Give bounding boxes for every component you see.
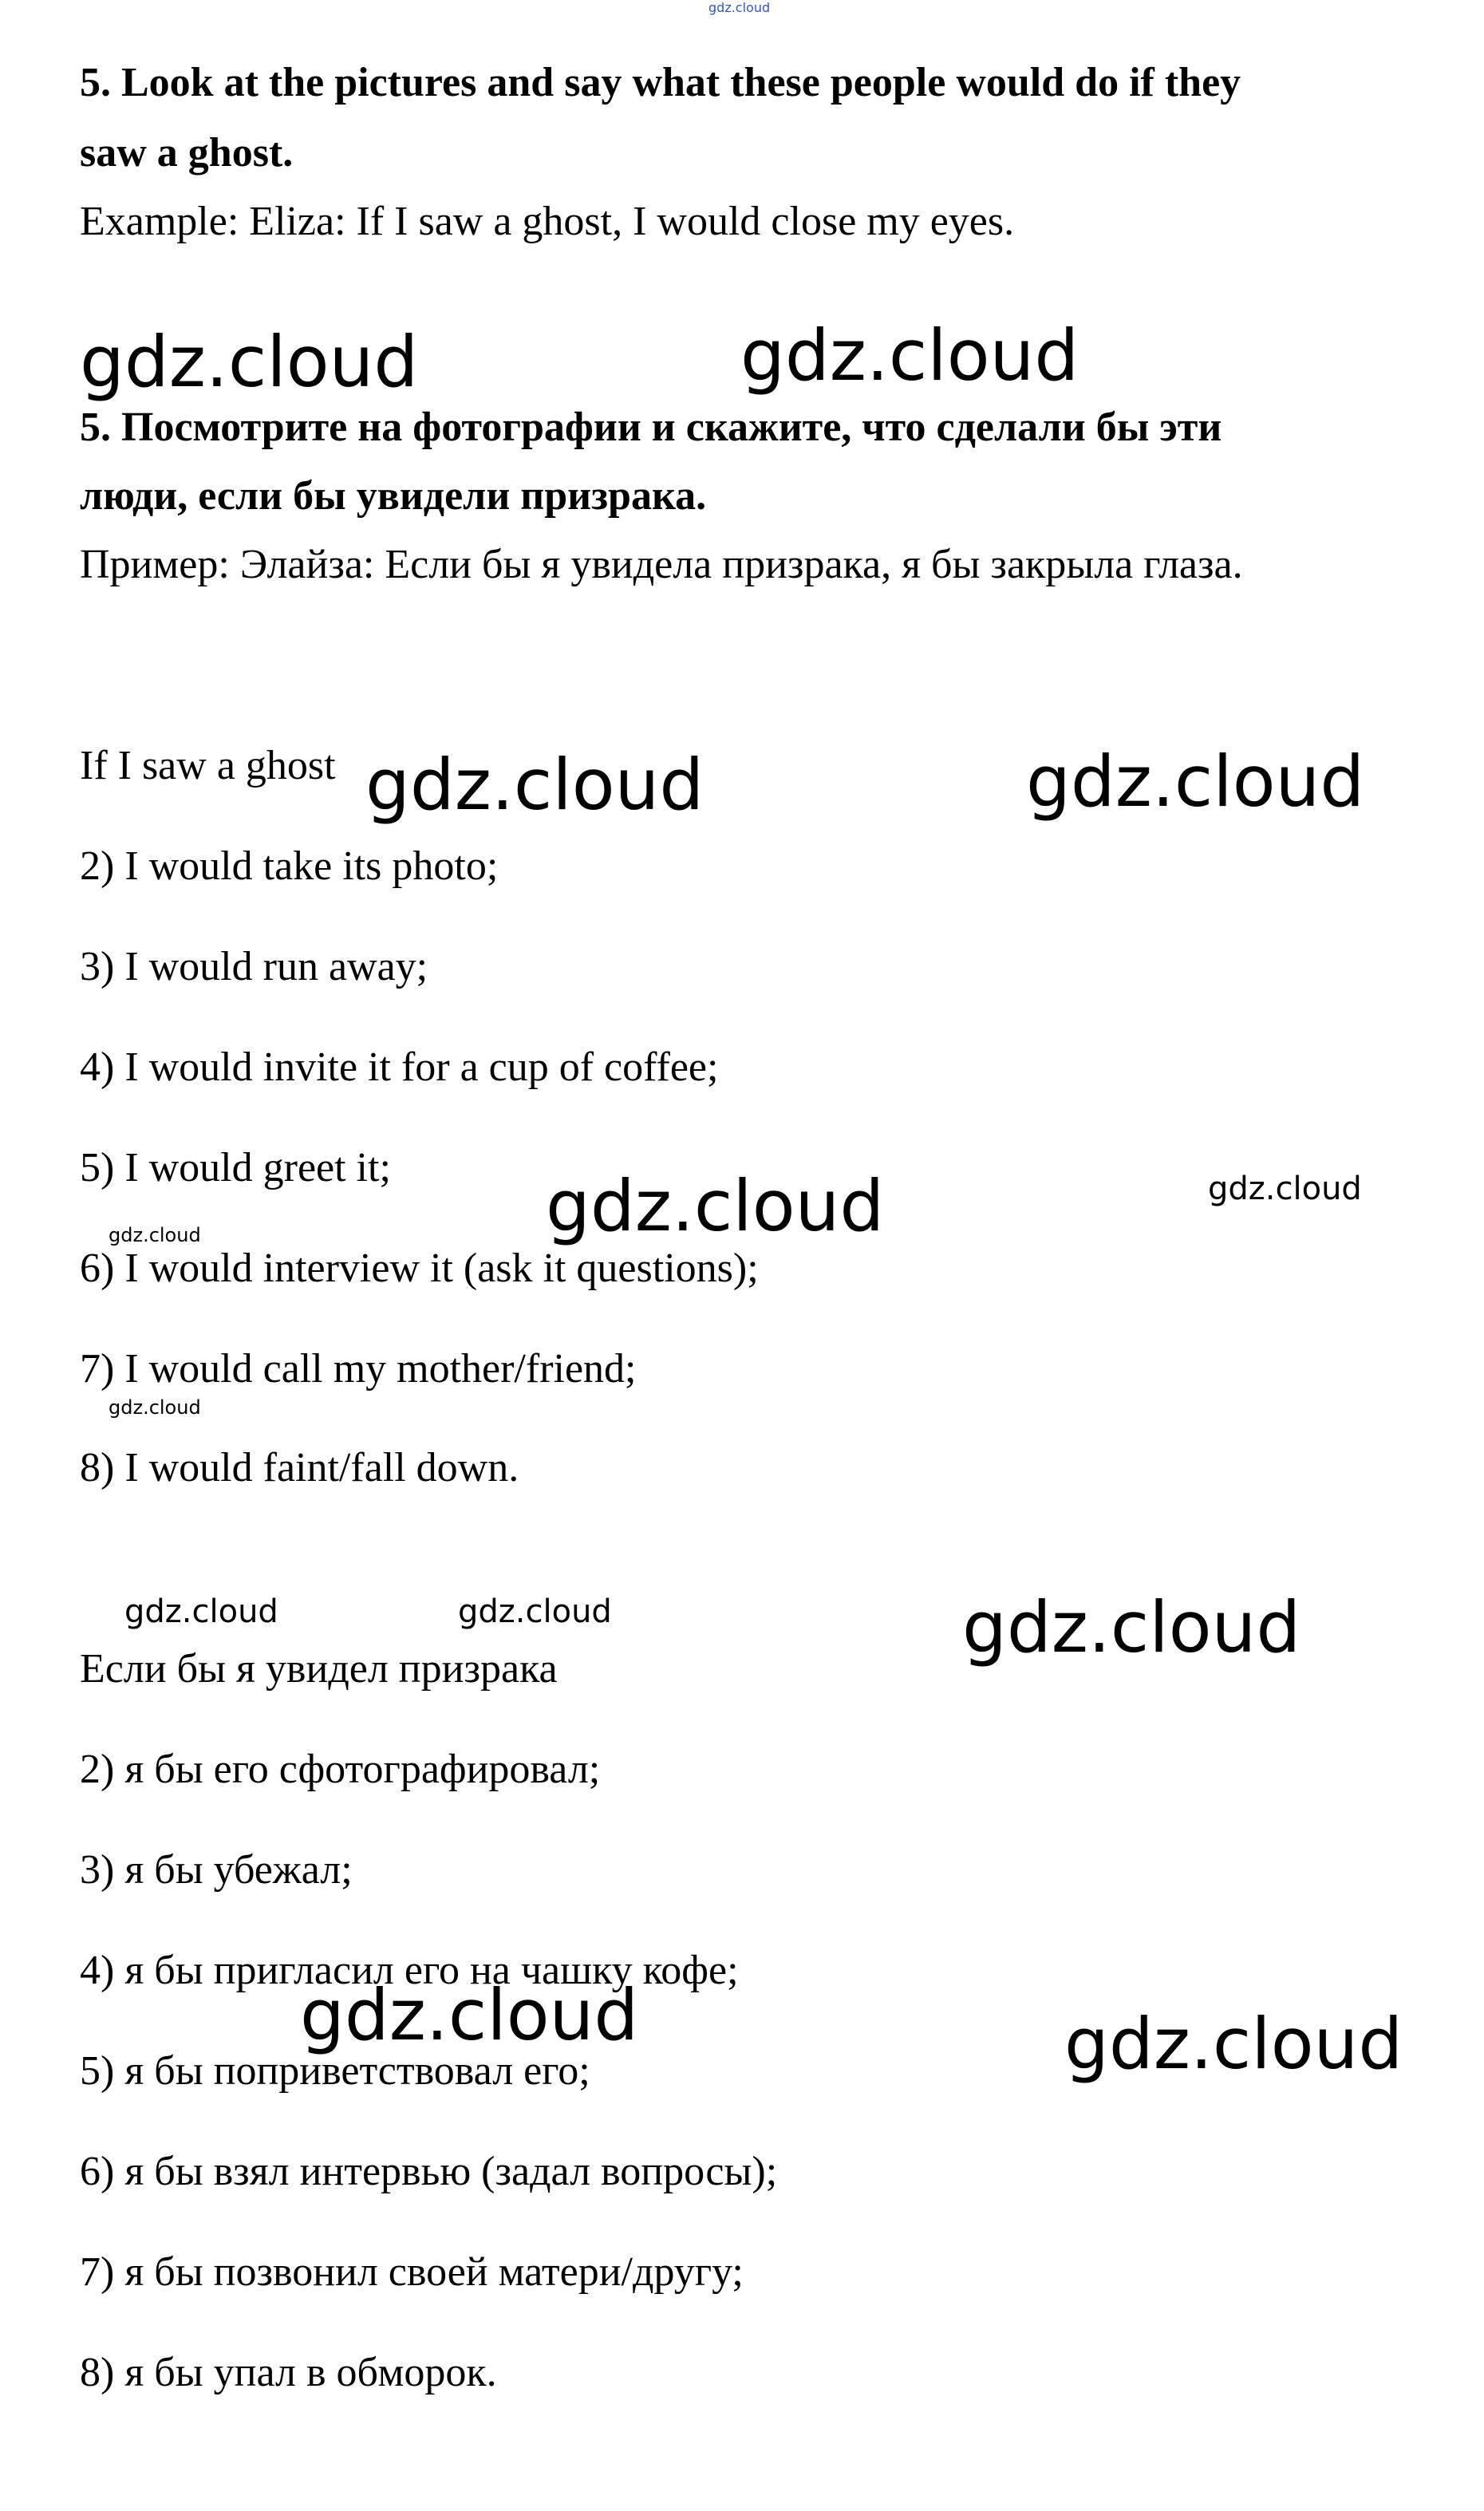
watermark: gdz.cloud [365,744,705,826]
answer-ru-item: 4) я бы пригласил его на чашку кофе; [80,1948,739,1993]
answer-en-item: 2) I would take its photo; [80,843,499,889]
watermark: gdz.cloud [546,1165,885,1247]
answer-en-item: 7) I would call my mother/friend; [80,1346,637,1392]
answer-en-item: 3) I would run away; [80,944,428,989]
task-title-ru-line1: 5. Посмотрите на фотографии и скажите, что сделали бы эти [80,405,1222,450]
answer-ru-item: 3) я бы убежал; [80,1847,353,1893]
watermark: gdz.cloud [962,1586,1301,1668]
answer-intro-en: If I saw a ghost [80,743,336,788]
answer-ru-item: 5) я бы поприветствовал его; [80,2048,590,2094]
answer-ru-item: 6) я бы взял интервью (задал вопросы); [80,2149,778,2194]
answer-intro-ru: Если бы я увидел призрака [80,1646,558,1692]
answer-ru-item: 7) я бы позвонил своей матери/другу; [80,2249,744,2295]
answer-en-item: 8) I would faint/fall down. [80,1445,519,1490]
watermark: gdz.cloud [1208,1171,1362,1207]
task-title-en-line1: 5. Look at the pictures and say what these people would do if they [80,60,1241,105]
watermark: gdz.cloud [740,314,1079,397]
watermark: gdz.cloud [1026,740,1365,823]
watermark-top: gdz.cloud [708,0,771,15]
task-title-en-line2: saw a ghost. [80,130,294,176]
watermark: gdz.cloud [1064,2003,1403,2085]
watermark: gdz.cloud [80,321,419,403]
watermark: gdz.cloud [109,1224,201,1246]
task-example-en: Example: Eliza: If I saw a ghost, I would close my eyes. [80,199,1015,244]
answer-en-item: 5) I would greet it; [80,1145,391,1190]
answer-ru-item: 8) я бы упал в обморок. [80,2350,497,2395]
task-example-ru: Пример: Элайза: Если бы я увидела призрака, я бы закрыла глаза. [80,542,1243,587]
task-title-ru-line2: люди, если бы увидели призрака. [80,473,707,519]
watermark: gdz.cloud [300,1974,639,2056]
watermark: gdz.cloud [109,1396,201,1419]
watermark: gdz.cloud [124,1593,278,1630]
answer-en-item: 4) I would invite it for a cup of coffee; [80,1044,719,1090]
answer-ru-item: 2) я бы его сфотографировал; [80,1747,601,1792]
answer-en-item: 6) I would interview it (ask it questions); [80,1246,759,1291]
watermark: gdz.cloud [458,1593,612,1630]
